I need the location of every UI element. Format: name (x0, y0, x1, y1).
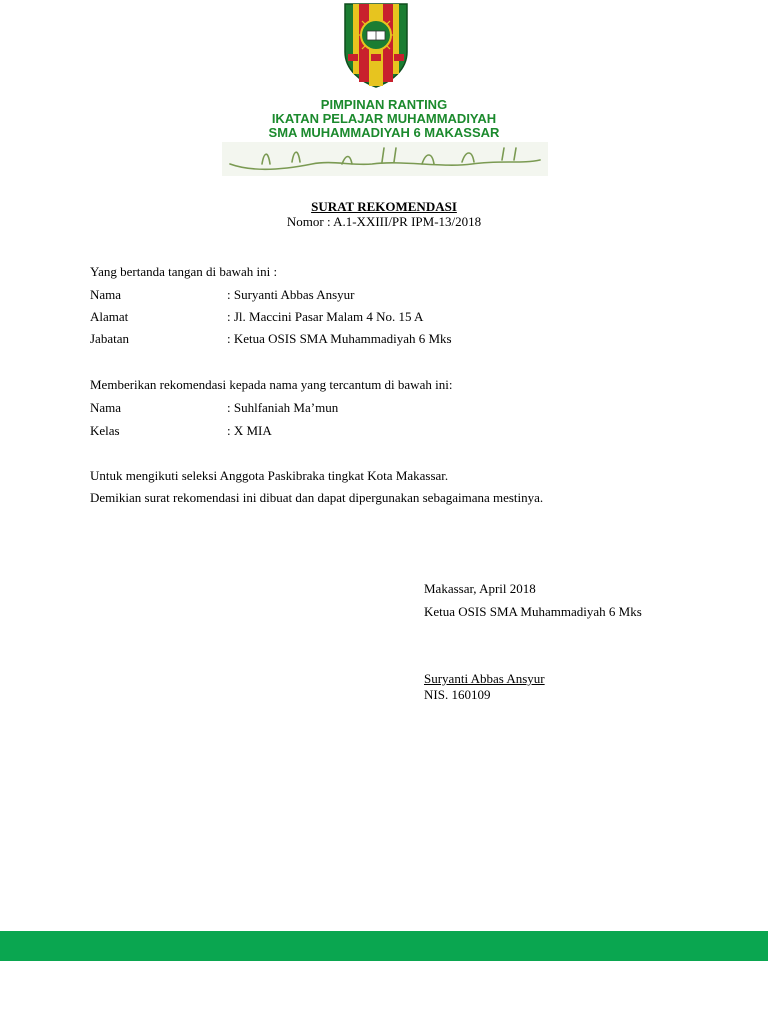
recipient-class-label: Kelas (90, 423, 120, 438)
signer-name-value: : Suryanti Abbas Ansyur (227, 287, 355, 302)
signer-title: Ketua OSIS SMA Muhammadiyah 6 Mks (424, 604, 642, 619)
recipient-class-value: : X MIA (227, 423, 272, 438)
recipient-intro: Memberikan rekomendasi kepada nama yang tercantum di bawah ini: (90, 377, 453, 392)
signer-position-label: Jabatan (90, 331, 129, 346)
recipient-name-label: Nama (90, 400, 122, 415)
recipient-name-value: : Suhlfaniah Ma’mun (227, 400, 339, 415)
purpose-text: Untuk mengikuti seleksi Anggota Paskibraka tingkat Kota Makassar. (90, 468, 449, 483)
bismillah-calligraphy (222, 142, 548, 176)
signer-intro: Yang bertanda tangan di bawah ini : (90, 264, 278, 279)
closing-text: Demikian surat rekomendasi ini dibuat dan dapat dipergunakan sebagaimana mestinya. (90, 490, 544, 505)
signer-position-value: : Ketua OSIS SMA Muhammadiyah 6 Mks (227, 331, 452, 346)
signature-nis: NIS. 160109 (424, 687, 491, 702)
signer-name-label: Nama (90, 287, 122, 302)
org-line-3: SMA MUHAMMADIYAH 6 MAKASSAR (268, 125, 500, 140)
signer-address-value: : Jl. Maccini Pasar Malam 4 No. 15 A (227, 309, 424, 324)
letter-title: SURAT REKOMENDASI (311, 199, 457, 214)
signature-name: Suryanti Abbas Ansyur (424, 671, 545, 686)
letter-number: Nomor : A.1-XXIII/PR IPM-13/2018 (286, 214, 482, 229)
footer-bar (0, 931, 768, 961)
place-date: Makassar, April 2018 (424, 581, 536, 596)
ipm-logo (343, 2, 409, 88)
org-line-1: PIMPINAN RANTING (320, 97, 448, 112)
org-line-2: IKATAN PELAJAR MUHAMMADIYAH (271, 111, 497, 126)
signer-address-label: Alamat (90, 309, 129, 324)
